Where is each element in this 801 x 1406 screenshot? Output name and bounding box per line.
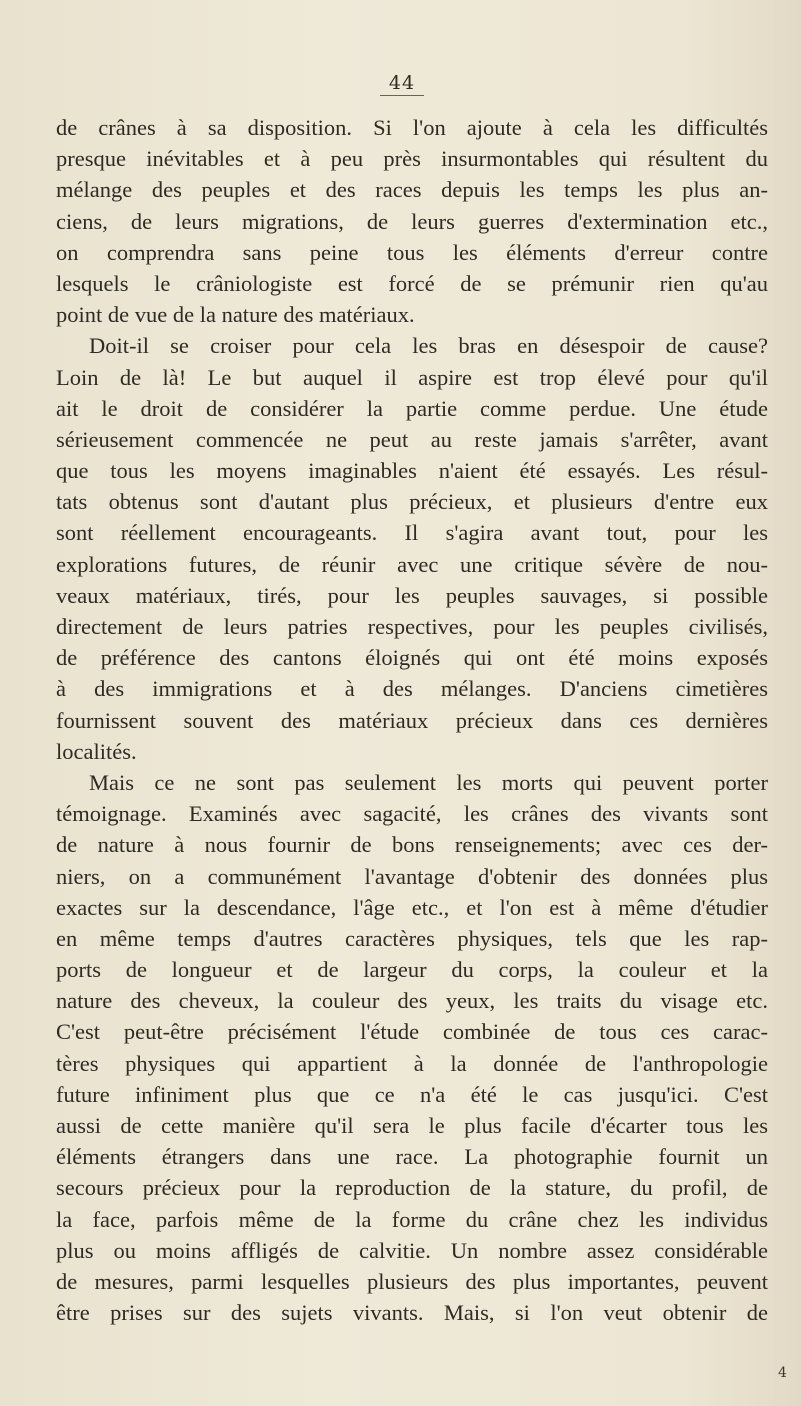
text-line: future infiniment plus que ce n'a été le cas jusqu'ici. C'est: [56, 1081, 768, 1107]
text-line: point de vue de la nature des matériaux.: [56, 302, 415, 328]
text-line: de nature à nous fournir de bons renseignements; avec ces der-: [56, 832, 768, 858]
text-line: mélange des peuples et des races depuis les temps les plus an-: [56, 177, 768, 203]
page-number: 44: [380, 72, 424, 96]
text-line: que tous les moyens imaginables n'aient été essayés. Les résul-: [56, 458, 768, 484]
text-line: tères physiques qui appartient à la donnée de l'anthropologie: [56, 1050, 768, 1076]
text-line: être prises sur des sujets vivants. Mais, si l'on veut obtenir de: [56, 1300, 768, 1326]
text-line: de préférence des cantons éloignés qui ont été moins exposés: [56, 645, 768, 671]
signature-mark: 4: [778, 1365, 787, 1381]
text-line: plus ou moins affligés de calvitie. Un nombre assez considérable: [56, 1237, 768, 1263]
text-line: de mesures, parmi lesquelles plusieurs des plus importantes, peuvent: [56, 1268, 768, 1294]
text-line: niers, on a communément l'avantage d'obtenir des données plus: [56, 863, 768, 889]
text-line: en même temps d'autres caractères physiques, tels que les rap-: [56, 925, 768, 951]
text-line: explorations futures, de réunir avec une critique sévère de nou-: [56, 551, 768, 577]
text-line: Loin de là! Le but auquel il aspire est trop élevé pour qu'il: [56, 364, 768, 390]
text-line: témoignage. Examinés avec sagacité, les crânes des vivants sont: [56, 801, 768, 827]
text-line: lesquels le crâniologiste est forcé de se prémunir rien qu'au: [56, 270, 768, 296]
text-line: éléments étrangers dans une race. La photographie fournit un: [56, 1144, 768, 1170]
text-line: presque inévitables et à peu près insurmontables qui résultent du: [56, 146, 768, 172]
text-line: la face, parfois même de la forme du crâne chez les individus: [56, 1206, 768, 1232]
text-line: veaux matériaux, tirés, pour les peuples sauvages, si possible: [56, 582, 768, 608]
text-line: sérieusement commencée ne peut au reste jamais s'arrêter, avant: [56, 426, 768, 452]
text-line: exactes sur la descendance, l'âge etc., et l'on est à même d'étudier: [56, 894, 768, 920]
text-line: à des immigrations et à des mélanges. D'anciens cimetières: [56, 676, 768, 702]
text-line: ciens, de leurs migrations, de leurs guerres d'extermination etc.,: [56, 208, 768, 234]
text-line: fournissent souvent des matériaux précieux dans ces dernières: [56, 707, 768, 733]
text-line: Mais ce ne sont pas seulement les morts qui peuvent porter: [89, 769, 768, 795]
text-line: de crânes à sa disposition. Si l'on ajoute à cela les difficultés: [56, 115, 768, 140]
text-line: directement de leurs patries respectives, pour les peuples civilisés,: [56, 614, 768, 639]
text-line: Doit-il se croiser pour cela les bras en désespoir de cause?: [89, 333, 768, 359]
text-line: C'est peut-être précisément l'étude combinée de tous ces carac-: [56, 1019, 768, 1045]
text-line: on comprendra sans peine tous les éléments d'erreur contre: [56, 239, 768, 265]
text-line: tats obtenus sont d'autant plus précieux, et plusieurs d'entre eux: [56, 489, 768, 515]
text-line: localités.: [56, 738, 137, 764]
text-line: sont réellement encourageants. Il s'agira avant tout, pour les: [56, 520, 768, 546]
text-line: ait le droit de considérer la partie comme perdue. Une étude: [56, 395, 768, 421]
text-line: ports de longueur et de largeur du corps, la couleur et la: [56, 957, 768, 983]
body-text: [56, 112, 768, 1328]
text-line: aussi de cette manière qu'il sera le plus facile d'écarter tous les: [56, 1113, 768, 1138]
text-line: secours précieux pour la reproduction de la stature, du profil, de: [56, 1175, 768, 1201]
text-line: nature des cheveux, la couleur des yeux, les traits du visage etc.: [56, 988, 768, 1014]
